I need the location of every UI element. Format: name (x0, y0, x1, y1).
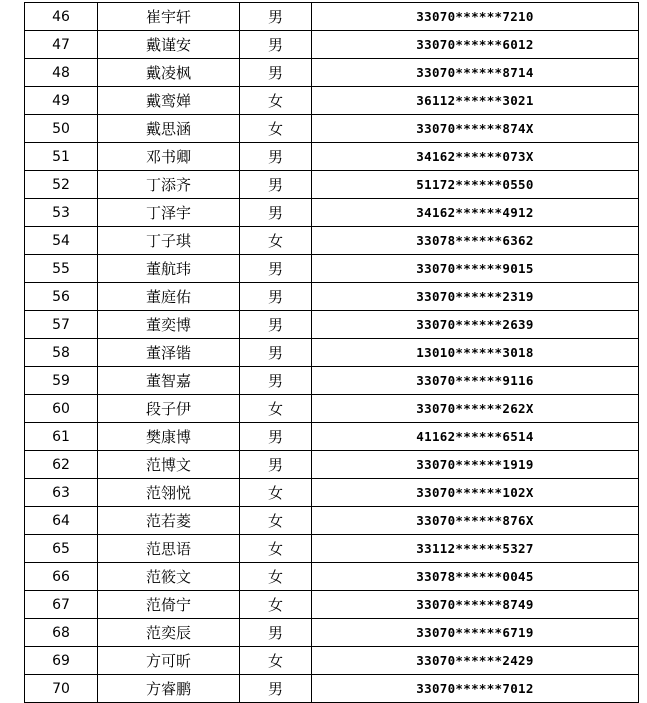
gender-cell: 女 (240, 591, 312, 619)
id-number-cell: 33070******7012 (312, 675, 639, 703)
gender-cell: 女 (240, 535, 312, 563)
table-row (25, 507, 639, 535)
row-number-cell: 50 (25, 115, 98, 143)
id-number-cell: 33070******2429 (312, 647, 639, 675)
student-name-cell: 董智嘉 (98, 367, 240, 395)
table-row (25, 619, 639, 647)
id-number-cell: 33112******5327 (312, 535, 639, 563)
gender-cell: 男 (240, 59, 312, 87)
student-name-cell: 丁泽宇 (98, 199, 240, 227)
row-number-cell: 65 (25, 535, 98, 563)
gender-cell: 男 (240, 31, 312, 59)
table-row (25, 423, 639, 451)
id-number-cell: 33078******0045 (312, 563, 639, 591)
student-name-cell: 樊康博 (98, 423, 240, 451)
row-number-cell: 47 (25, 31, 98, 59)
table-row (25, 591, 639, 619)
table-row (25, 311, 639, 339)
gender-cell: 男 (240, 675, 312, 703)
row-number-cell: 66 (25, 563, 98, 591)
gender-cell: 女 (240, 227, 312, 255)
gender-cell: 女 (240, 115, 312, 143)
gender-cell: 男 (240, 171, 312, 199)
row-number-cell: 70 (25, 675, 98, 703)
gender-cell: 女 (240, 647, 312, 675)
student-name-cell: 范筱文 (98, 563, 240, 591)
id-number-cell: 33070******102X (312, 479, 639, 507)
id-number-cell: 13010******3018 (312, 339, 639, 367)
id-number-cell: 36112******3021 (312, 87, 639, 115)
table-row (25, 675, 639, 703)
row-number-cell: 46 (25, 3, 98, 31)
table-row (25, 143, 639, 171)
table-row (25, 535, 639, 563)
student-name-cell: 戴鸾婵 (98, 87, 240, 115)
id-number-cell: 33078******6362 (312, 227, 639, 255)
gender-cell: 女 (240, 479, 312, 507)
row-number-cell: 61 (25, 423, 98, 451)
gender-cell: 女 (240, 395, 312, 423)
id-number-cell: 33070******262X (312, 395, 639, 423)
id-number-cell: 33070******8749 (312, 591, 639, 619)
student-name-cell: 董庭佑 (98, 283, 240, 311)
id-number-cell: 33070******7210 (312, 3, 639, 31)
id-number-cell: 33070******1919 (312, 451, 639, 479)
id-number-cell: 51172******0550 (312, 171, 639, 199)
gender-cell: 男 (240, 451, 312, 479)
table-row (25, 563, 639, 591)
student-name-cell: 方睿鹏 (98, 675, 240, 703)
student-name-cell: 范博文 (98, 451, 240, 479)
student-name-cell: 崔宇轩 (98, 3, 240, 31)
table-row (25, 171, 639, 199)
gender-cell: 女 (240, 87, 312, 115)
gender-cell: 男 (240, 619, 312, 647)
student-name-cell: 方可昕 (98, 647, 240, 675)
gender-cell: 女 (240, 563, 312, 591)
table-row (25, 647, 639, 675)
student-name-cell: 范倚宁 (98, 591, 240, 619)
table-row (25, 255, 639, 283)
row-number-cell: 64 (25, 507, 98, 535)
roster-body (25, 3, 639, 703)
gender-cell: 女 (240, 507, 312, 535)
row-number-cell: 59 (25, 367, 98, 395)
student-roster-table (24, 2, 639, 703)
gender-cell: 男 (240, 3, 312, 31)
id-number-cell: 33070******874X (312, 115, 639, 143)
student-name-cell: 董奕博 (98, 311, 240, 339)
id-number-cell: 33070******8714 (312, 59, 639, 87)
row-number-cell: 55 (25, 255, 98, 283)
id-number-cell: 33070******2639 (312, 311, 639, 339)
gender-cell: 男 (240, 367, 312, 395)
student-name-cell: 丁添齐 (98, 171, 240, 199)
student-name-cell: 董航玮 (98, 255, 240, 283)
id-number-cell: 34162******073X (312, 143, 639, 171)
row-number-cell: 52 (25, 171, 98, 199)
id-number-cell: 33070******6719 (312, 619, 639, 647)
student-name-cell: 段子伊 (98, 395, 240, 423)
gender-cell: 男 (240, 199, 312, 227)
row-number-cell: 68 (25, 619, 98, 647)
row-number-cell: 54 (25, 227, 98, 255)
row-number-cell: 57 (25, 311, 98, 339)
id-number-cell: 33070******2319 (312, 283, 639, 311)
table-row (25, 479, 639, 507)
row-number-cell: 56 (25, 283, 98, 311)
table-row (25, 227, 639, 255)
row-number-cell: 48 (25, 59, 98, 87)
id-number-cell: 33070******6012 (312, 31, 639, 59)
gender-cell: 男 (240, 255, 312, 283)
row-number-cell: 62 (25, 451, 98, 479)
row-number-cell: 58 (25, 339, 98, 367)
id-number-cell: 41162******6514 (312, 423, 639, 451)
student-name-cell: 戴思涵 (98, 115, 240, 143)
gender-cell: 男 (240, 143, 312, 171)
student-name-cell: 范翎悦 (98, 479, 240, 507)
gender-cell: 男 (240, 339, 312, 367)
student-name-cell: 董泽锴 (98, 339, 240, 367)
table-row (25, 87, 639, 115)
student-name-cell: 邓书卿 (98, 143, 240, 171)
gender-cell: 男 (240, 311, 312, 339)
row-number-cell: 53 (25, 199, 98, 227)
table-row (25, 115, 639, 143)
table-row (25, 367, 639, 395)
table-row (25, 451, 639, 479)
id-number-cell: 33070******876X (312, 507, 639, 535)
table-row (25, 395, 639, 423)
row-number-cell: 69 (25, 647, 98, 675)
row-number-cell: 51 (25, 143, 98, 171)
table-row (25, 59, 639, 87)
student-name-cell: 戴凌枫 (98, 59, 240, 87)
student-name-cell: 范若菱 (98, 507, 240, 535)
row-number-cell: 63 (25, 479, 98, 507)
student-name-cell: 范奕辰 (98, 619, 240, 647)
table-row (25, 199, 639, 227)
id-number-cell: 33070******9015 (312, 255, 639, 283)
student-name-cell: 戴谨安 (98, 31, 240, 59)
gender-cell: 男 (240, 283, 312, 311)
table-row (25, 339, 639, 367)
student-name-cell: 范思语 (98, 535, 240, 563)
row-number-cell: 49 (25, 87, 98, 115)
id-number-cell: 34162******4912 (312, 199, 639, 227)
row-number-cell: 67 (25, 591, 98, 619)
gender-cell: 男 (240, 423, 312, 451)
table-row (25, 3, 639, 31)
row-number-cell: 60 (25, 395, 98, 423)
student-name-cell: 丁子琪 (98, 227, 240, 255)
table-row (25, 31, 639, 59)
id-number-cell: 33070******9116 (312, 367, 639, 395)
table-row (25, 283, 639, 311)
